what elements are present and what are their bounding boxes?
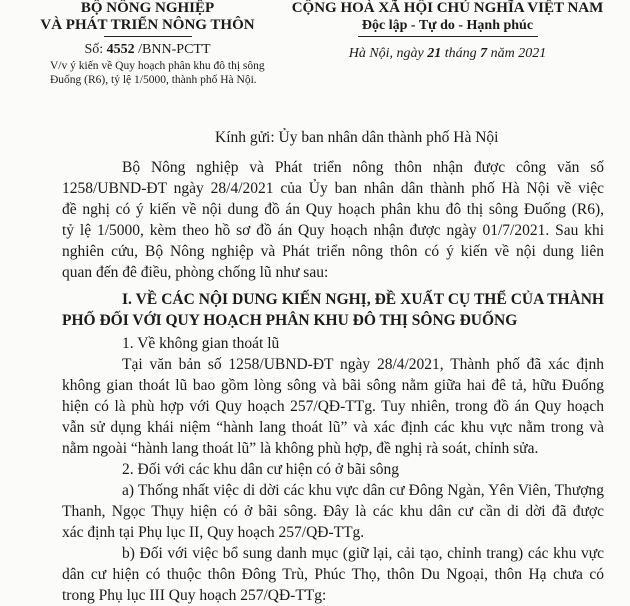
body-line: 1258/UBND-ĐT ngày 28/4/2021 của Ủy ban nhân dân thành phố Hà Nội về việc bbox=[62, 180, 604, 197]
body-line: xác định tại Phụ lục II, Quy hoạch 257/QĐ-TTg. bbox=[62, 524, 365, 541]
agency-underline bbox=[104, 36, 192, 37]
section-heading-line2: PHỐ ĐỐI VỚI QUY HOẠCH PHÂN KHU ĐÔ THỊ SÔNG ĐUỐNG bbox=[62, 312, 518, 329]
body-line: nằm ngoài “hành lang thoát lũ” là không phù hợp, đề nghị rà soát, chỉnh sửa. bbox=[62, 440, 539, 457]
body-line: đề nghị có ý kiến về nội dung đồ án Quy hoạch phân khu đô thị sông Đuống (R6), bbox=[62, 201, 604, 218]
body-line: quan đến đê điều, phòng chống lũ như sau: bbox=[62, 264, 329, 281]
subsection-heading: 1. Về không gian thoát lũ bbox=[122, 335, 280, 352]
document-date: Hà Nội, ngày 21 tháng 7 năm 2021 bbox=[348, 46, 547, 61]
ministry-name-line2: VÀ PHÁT TRIỂN NÔNG THÔN bbox=[40, 17, 255, 33]
body-line: dân cư hiện có thuộc thôn Đông Trù, Phúc Thọ, thôn Du Ngoại, thôn Hạ chưa có bbox=[62, 566, 604, 583]
recipient-line: Kính gửi: Ủy ban nhân dân thành phố Hà Nội bbox=[215, 129, 499, 146]
motto: Độc lập - Tự do - Hạnh phúc bbox=[361, 18, 534, 33]
subject-line2: Đuống (R6), tỷ lệ 1/5000, thành phố Hà Nội. bbox=[50, 74, 257, 86]
body-line: b) Đối với việc bổ sung danh mục (giữ lại, cải tạo, chỉnh trang) các khu vực bbox=[122, 545, 604, 562]
date-month: 7 bbox=[480, 46, 488, 61]
issuing-agency-block bbox=[40, 0, 265, 87]
body-line: Tại văn bản số 1258/UBND-ĐT ngày 28/4/2021, Thành phố đã xác định bbox=[122, 356, 604, 373]
date-day: 21 bbox=[427, 46, 442, 61]
body-line: không gian thoát lũ bao gồm lòng sông và bãi sông nằm giữa hai đê tả, hữu Đuống bbox=[62, 377, 604, 394]
body-line: trong Phụ lục III Quy hoạch 257/QĐ-TTg: bbox=[62, 587, 327, 604]
body-line: tỷ lệ 1/5000, kèm theo hồ sơ đồ án Quy hoạch nhận được ngày 01/7/2021. Sau khi bbox=[62, 222, 604, 239]
body-line: hiện có là phù hợp với Quy hoạch 257/QĐ-TTg. Tuy nhiên, trong đồ án Quy hoạch bbox=[62, 398, 604, 415]
motto-underline bbox=[358, 36, 538, 37]
national-header-block bbox=[275, 0, 620, 63]
body-line: vẫn sử dụng khái niệm “hành lang thoát lũ” và xác định các khu vực nằm trong và bbox=[62, 419, 604, 436]
document-number: Số: 4552 /BNN-PCTT bbox=[84, 42, 211, 57]
ministry-name-line1: BỘ NÔNG NGHIỆP bbox=[80, 0, 215, 16]
subsection-heading: 2. Đối với các khu dân cư hiện có ở bãi sông bbox=[122, 461, 400, 478]
body-line: a) Thống nhất việc di dời các khu vực dân cư Đông Ngàn, Yên Viên, Thượng bbox=[122, 482, 604, 499]
subject-line1: V/v ý kiến về Quy hoạch phân khu đô thị sông bbox=[50, 60, 265, 72]
section-heading-line1: I. VỀ CÁC NỘI DUNG KIẾN NGHỊ, ĐỀ XUẤT CỤ THỂ CỦA THÀNH bbox=[122, 291, 604, 308]
nation-title: CỘNG HOÀ XÃ HỘI CHỦ NGHĨA VIỆT NAM bbox=[291, 0, 604, 16]
document-number-value: 4552 bbox=[106, 42, 135, 57]
body-line: nghiên cứu, Bộ Nông nghiệp và Phát triển nông thôn có ý kiến về nội dung liên bbox=[62, 243, 604, 260]
body-line: Bộ Nông nghiệp và Phát triển nông thôn nhận được công văn số bbox=[122, 159, 604, 176]
body-line: Thanh, Ngọc Thụy hiện có ở bãi sông. Đây là các khu dân cư cần di dời đã được bbox=[62, 503, 604, 520]
